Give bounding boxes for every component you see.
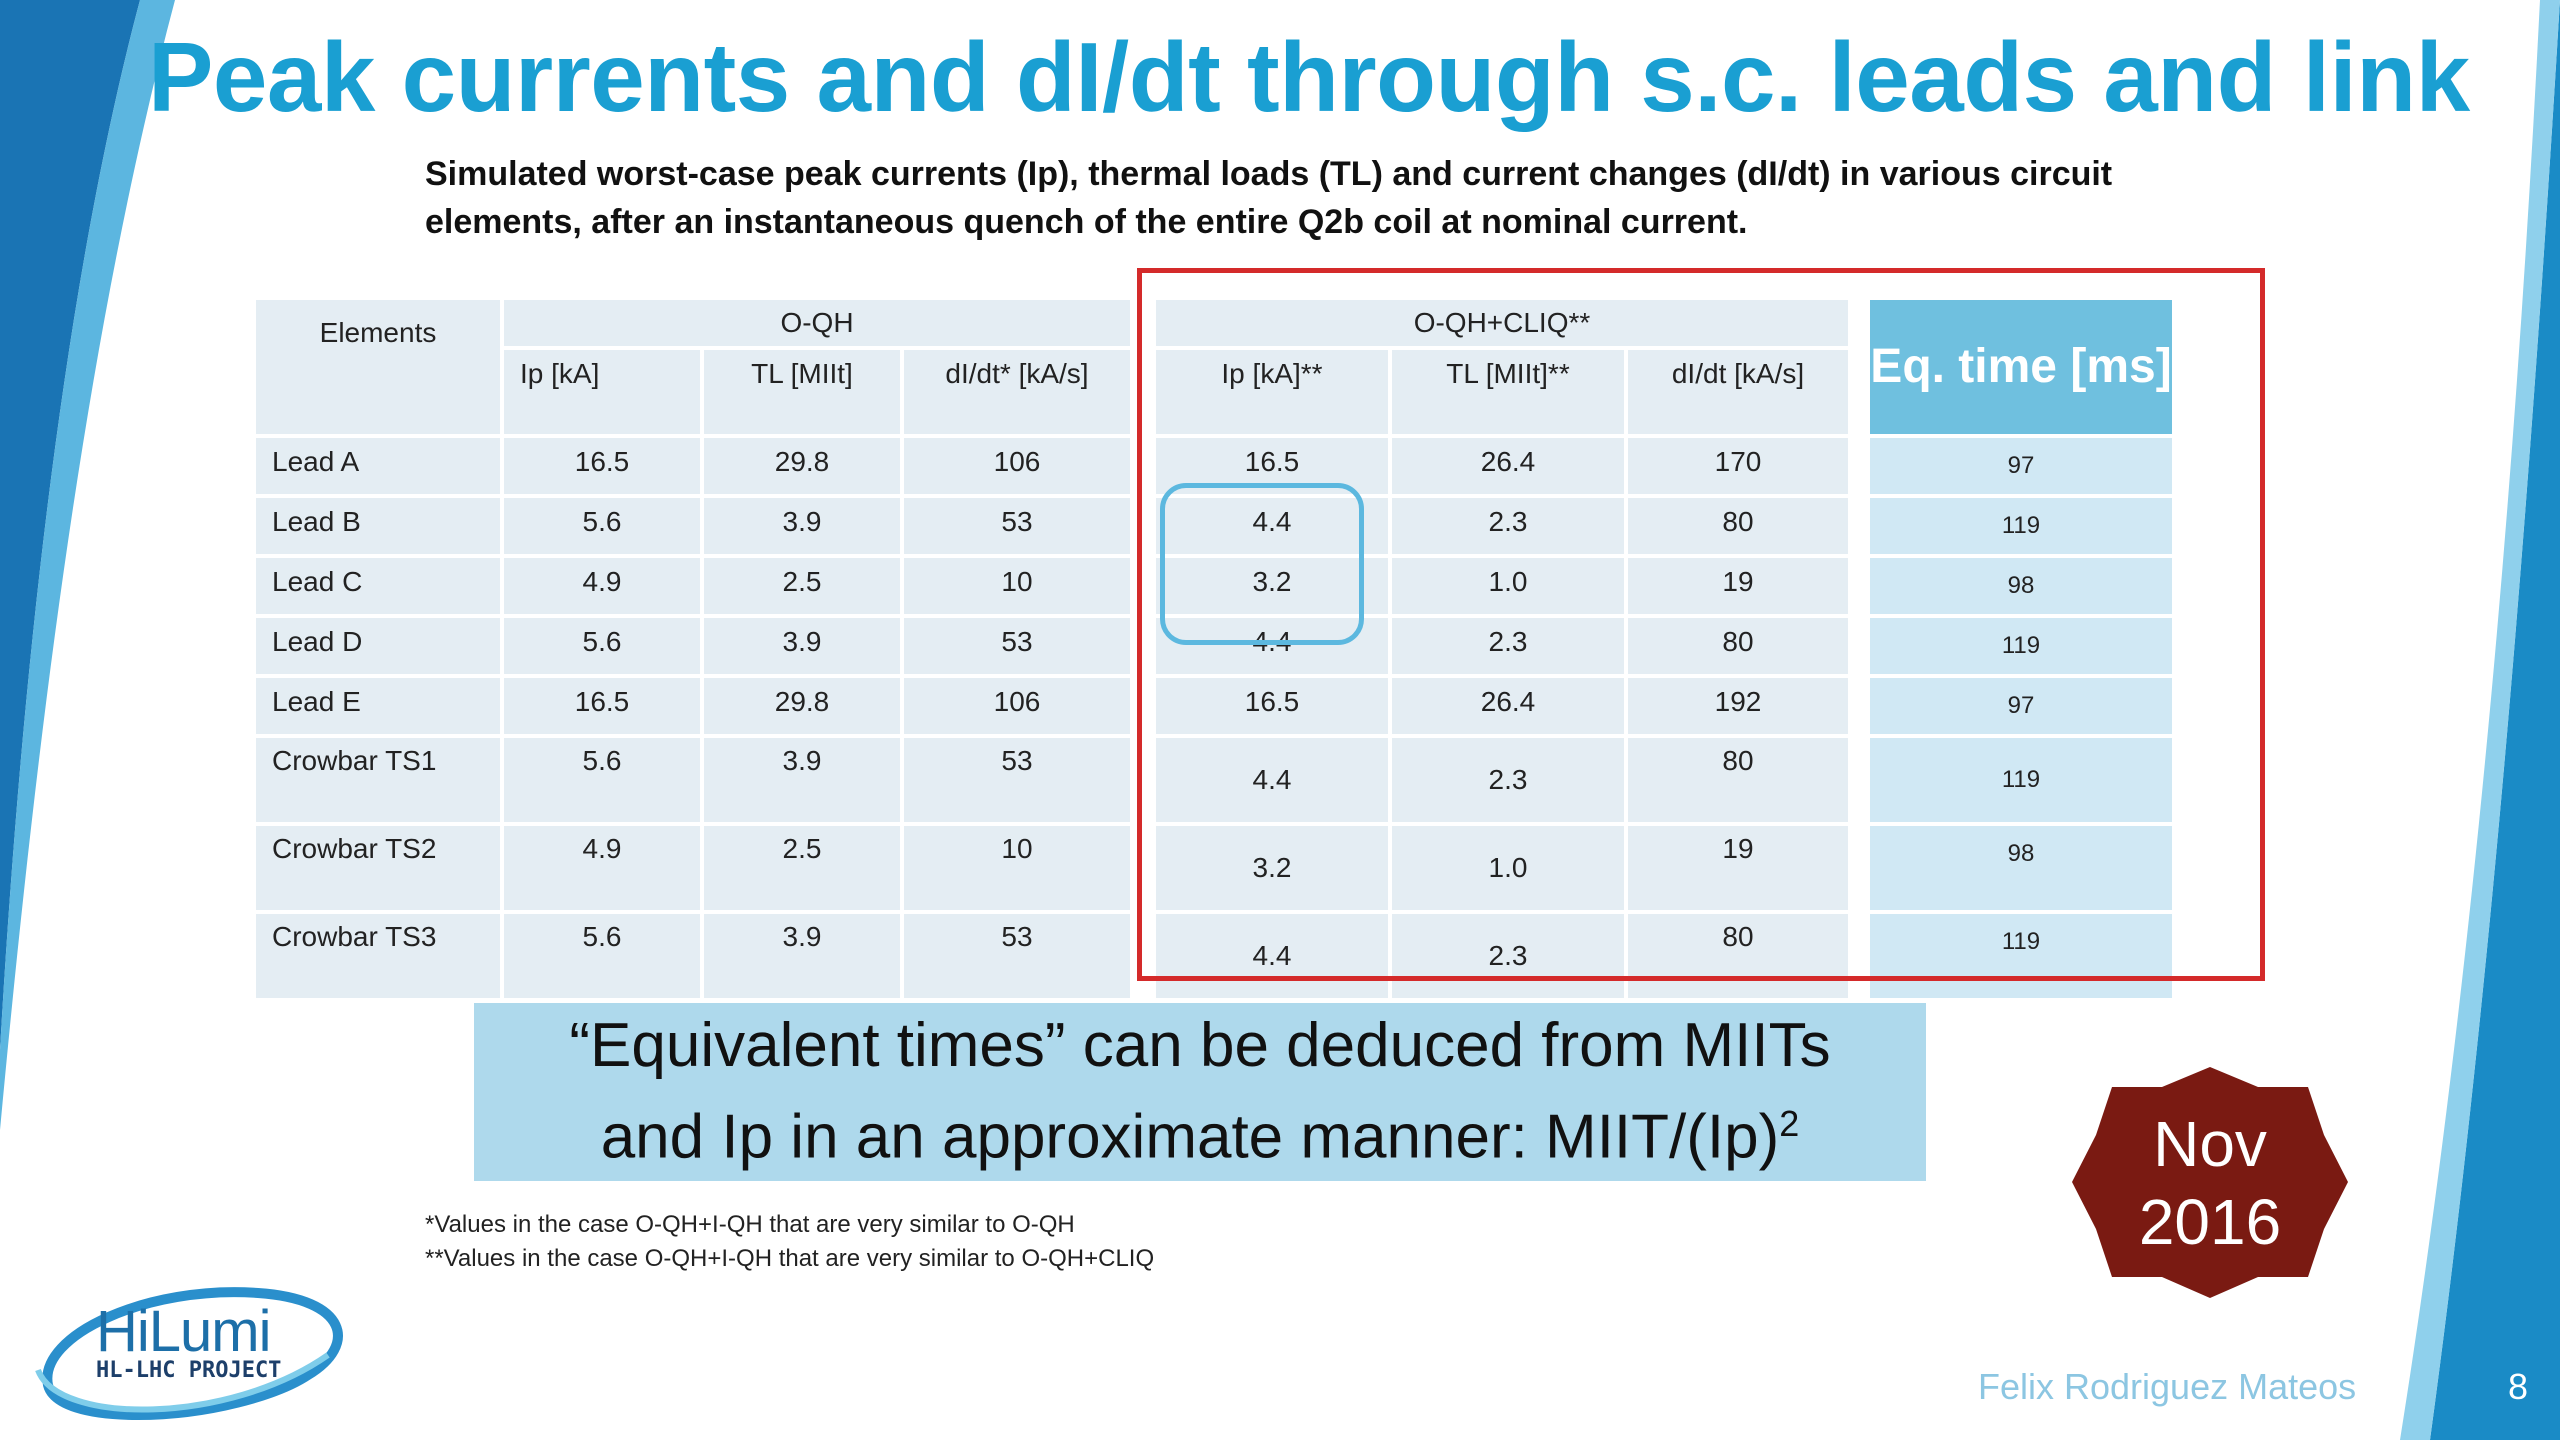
oqh-didt-cell: 53	[904, 914, 1130, 998]
oqh-tl-cell: 2.5	[704, 826, 900, 910]
element-cell: Crowbar TS1	[256, 738, 500, 822]
cliq-tl-cell: 26.4	[1392, 678, 1624, 734]
badge-year: 2016	[2138, 1186, 2282, 1258]
oqh-didt-cell: 10	[904, 558, 1130, 614]
eq-time-header: Eq. time [ms]	[1870, 300, 2172, 434]
oqh-didt-header: dI/dt* [kA/s]	[904, 350, 1130, 434]
slide-subtitle: Simulated worst-case peak currents (Ip), thermal loads (TL) and current changes (dI/dt) in various circuit elements, after an instantaneous quench of the entire Q2b coil at nominal current.	[425, 155, 2113, 241]
callout-line-2	[474, 1085, 1926, 1177]
page-number: 8	[2508, 1366, 2529, 1407]
cliq-tl-cell: 1.0	[1392, 558, 1624, 614]
logo-subtext: HL-LHC PROJECT	[96, 1358, 282, 1383]
cliq-ip-header: Ip [kA]**	[1156, 350, 1388, 434]
oqh-didt-cell: 106	[904, 678, 1130, 734]
cliq-tl-header: TL [MIIt]**	[1392, 350, 1624, 434]
cliq-didt-cell: 80	[1628, 914, 1848, 998]
cliq-tl-cell: 2.3	[1392, 914, 1624, 998]
cliq-ip-cell: 16.5	[1156, 678, 1388, 734]
logo-wordmark: HiLumi	[96, 1299, 271, 1364]
oqh-tl-cell: 3.9	[704, 498, 900, 554]
cliq-ip-cell: 4.4	[1156, 914, 1388, 998]
callout-line-2-text: and Ip in an approximate manner: MIIT/(Ip)	[600, 1102, 1780, 1172]
cliq-ip-cell: 4.4	[1156, 738, 1388, 822]
callout-exponent: 2	[1779, 1103, 1800, 1145]
oqh-ip-cell: 5.6	[504, 914, 700, 998]
callout-line-1: “Equivalent times” can be deduced from MIITs	[569, 1011, 1831, 1081]
cliq-ip-cell: 3.2	[1156, 558, 1388, 614]
footnote-2: **Values in the case O-QH+I-QH that are very similar to O-QH+CLIQ	[425, 1245, 1155, 1272]
cliq-tl-cell: 2.3	[1392, 618, 1624, 674]
table-row	[256, 498, 2172, 554]
left-swoosh-decoration	[0, 0, 260, 1440]
eq-time-cell: 119	[1870, 738, 2172, 822]
cliq-ip-cell: 16.5	[1156, 438, 1388, 494]
oqh-didt-cell: 53	[904, 618, 1130, 674]
cliq-didt-cell: 80	[1628, 498, 1848, 554]
elements-header: Elements	[256, 300, 500, 434]
oqh-tl-cell: 3.9	[704, 914, 900, 998]
equivalent-times-callout	[474, 1003, 1926, 1181]
cliq-group-header: O-QH+CLIQ**	[1156, 300, 1848, 346]
cliq-tl-cell: 2.3	[1392, 738, 1624, 822]
cliq-tl-cell: 2.3	[1392, 498, 1624, 554]
footer-author: Felix Rodriguez Mateos	[1978, 1366, 2357, 1407]
oqh-ip-cell: 16.5	[504, 678, 700, 734]
table-row	[256, 914, 2172, 998]
oqh-ip-cell: 5.6	[504, 618, 700, 674]
slide-title: Peak currents and dI/dt through s.c. leads and link	[148, 22, 2470, 132]
table-row	[256, 826, 2172, 910]
eq-time-cell: 98	[1870, 558, 2172, 614]
footnote-1: *Values in the case O-QH+I-QH that are very similar to O-QH	[425, 1211, 1075, 1238]
oqh-tl-cell: 3.9	[704, 618, 900, 674]
oqh-ip-cell: 5.6	[504, 498, 700, 554]
oqh-tl-header: TL [MIIt]	[704, 350, 900, 434]
element-cell: Lead D	[256, 618, 500, 674]
oqh-tl-cell: 29.8	[704, 438, 900, 494]
eq-time-cell: 119	[1870, 914, 2172, 998]
cliq-tl-cell: 26.4	[1392, 438, 1624, 494]
element-cell: Crowbar TS3	[256, 914, 500, 998]
eq-time-cell: 119	[1870, 618, 2172, 674]
cliq-ip-cell: 4.4	[1156, 498, 1388, 554]
oqh-didt-cell: 53	[904, 738, 1130, 822]
element-cell: Lead B	[256, 498, 500, 554]
oqh-ip-cell: 4.9	[504, 558, 700, 614]
cliq-ip-cell: 3.2	[1156, 826, 1388, 910]
oqh-group-header: O-QH	[504, 300, 1130, 346]
eq-time-cell: 97	[1870, 678, 2172, 734]
right-swoosh-decoration	[2370, 0, 2560, 1440]
results-table	[252, 296, 2176, 1002]
oqh-didt-cell: 106	[904, 438, 1130, 494]
eq-time-cell: 98	[1870, 826, 2172, 910]
oqh-didt-cell: 53	[904, 498, 1130, 554]
eq-time-cell: 119	[1870, 498, 2172, 554]
table-group-header-row	[256, 300, 2172, 346]
oqh-tl-cell: 2.5	[704, 558, 900, 614]
cliq-didt-cell: 80	[1628, 738, 1848, 822]
oqh-ip-header: Ip [kA]	[504, 350, 700, 434]
oqh-didt-cell: 10	[904, 826, 1130, 910]
oqh-tl-cell: 3.9	[704, 738, 900, 822]
oqh-ip-cell: 4.9	[504, 826, 700, 910]
table-row	[256, 618, 2172, 674]
cliq-didt-cell: 80	[1628, 618, 1848, 674]
oqh-ip-cell: 5.6	[504, 738, 700, 822]
oqh-ip-cell: 16.5	[504, 438, 700, 494]
element-cell: Lead A	[256, 438, 500, 494]
table-row	[256, 738, 2172, 822]
eq-time-cell: 97	[1870, 438, 2172, 494]
element-cell: Lead E	[256, 678, 500, 734]
cliq-didt-cell: 192	[1628, 678, 1848, 734]
element-cell: Lead C	[256, 558, 500, 614]
table-row	[256, 558, 2172, 614]
cliq-didt-cell: 19	[1628, 826, 1848, 910]
table-row	[256, 438, 2172, 494]
oqh-tl-cell: 29.8	[704, 678, 900, 734]
cliq-didt-header: dI/dt [kA/s]	[1628, 350, 1848, 434]
cliq-ip-cell: 4.4	[1156, 618, 1388, 674]
table-row	[256, 678, 2172, 734]
badge-month: Nov	[2153, 1108, 2267, 1180]
cliq-tl-cell: 1.0	[1392, 826, 1624, 910]
footnotes	[425, 1208, 1154, 1276]
date-badge	[2070, 1105, 2350, 1261]
cliq-didt-cell: 19	[1628, 558, 1848, 614]
element-cell: Crowbar TS2	[256, 826, 500, 910]
cliq-didt-cell: 170	[1628, 438, 1848, 494]
